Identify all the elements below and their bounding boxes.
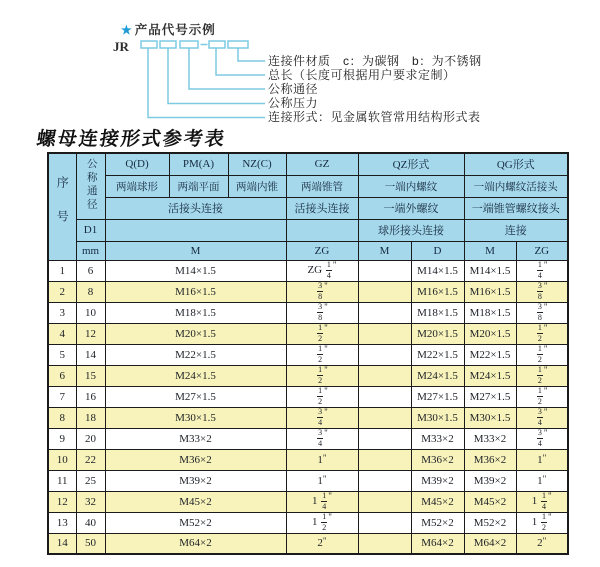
header-qg-connection: 连接 <box>464 219 568 241</box>
table-cell-no: 14 <box>48 533 76 554</box>
table-cell-mm: 25 <box>76 470 105 491</box>
pointer-line-3 <box>189 49 265 90</box>
table-cell-qz_d: M20×1.5 <box>411 323 464 344</box>
header-qz-sub1: 一端内螺纹 <box>358 175 464 197</box>
table-cell-m: M14×1.5 <box>105 260 286 281</box>
table-cell-m: M16×1.5 <box>105 281 286 302</box>
table-cell-qz_m <box>358 512 411 533</box>
table-cell-mm: 14 <box>76 344 105 365</box>
table-cell-no: 10 <box>48 449 76 470</box>
table-cell-m: M27×1.5 <box>105 386 286 407</box>
fraction: $\frac{1}{2}$ <box>318 344 323 364</box>
table-row <box>48 365 568 386</box>
table-cell-qz_m <box>358 407 411 428</box>
table-cell-zg: 1 $\frac{1}{2}$ " <box>286 512 358 533</box>
table-cell-qg_zg: $\frac{1}{2}$ " <box>516 386 568 407</box>
table-cell-mm: 50 <box>76 533 105 554</box>
table-cell-mm: 22 <box>76 449 105 470</box>
table-cell-zg: 1" <box>286 449 358 470</box>
table-cell-qg_zg: 1 $\frac{1}{2}$ " <box>516 512 568 533</box>
table-cell-qg_m: M33×2 <box>464 428 516 449</box>
table-cell-qz_d: M45×2 <box>411 491 464 512</box>
table-cell-qz_m <box>358 428 411 449</box>
table-cell-qg_zg: $\frac{3}{8}$ " <box>516 302 568 323</box>
table-cell-m: M33×2 <box>105 428 286 449</box>
table-cell-qg_zg: $\frac{3}{4}$ " <box>516 407 568 428</box>
fraction: $\frac{1}{2}$ <box>542 512 547 532</box>
table-cell-qg_zg: $\frac{1}{2}$ " <box>516 344 568 365</box>
fraction: $\frac{1}{4}$ <box>322 491 327 511</box>
fraction: $\frac{1}{2}$ <box>537 344 542 364</box>
fraction: $\frac{3}{4}$ <box>318 407 323 427</box>
table-cell-no: 2 <box>48 281 76 302</box>
table-cell-qz_m <box>358 386 411 407</box>
table-cell-m: M22×1.5 <box>105 344 286 365</box>
table-body <box>48 260 568 554</box>
diagram-heading <box>121 20 216 38</box>
diagram-label-material: 连接件材质 c：为碳钢 b：为不锈钢 <box>268 54 482 68</box>
table-row <box>48 386 568 407</box>
table-cell-qz_m <box>358 470 411 491</box>
table-cell-qg_m: M22×1.5 <box>464 344 516 365</box>
table-cell-qz_d: M22×1.5 <box>411 344 464 365</box>
table-cell-no: 5 <box>48 344 76 365</box>
fraction: $\frac{3}{8}$ <box>318 281 323 301</box>
table-cell-qg_zg: 1" <box>516 470 568 491</box>
code-prefix: JR <box>113 39 129 54</box>
table-cell-qz_m <box>358 449 411 470</box>
table-cell-zg: $\frac{1}{2}$ " <box>286 386 358 407</box>
fraction: $\frac{1}{4}$ <box>537 260 542 280</box>
fraction: $\frac{3}{4}$ <box>537 428 542 448</box>
table-cell-qz_m <box>358 491 411 512</box>
header-qg-zg: ZG <box>516 241 568 260</box>
nut-connection-table <box>47 152 569 555</box>
fraction: $\frac{1}{4}$ <box>542 491 547 511</box>
header-nominal-diameter: 公称通径 <box>76 153 105 219</box>
table-cell-qz_d: M33×2 <box>411 428 464 449</box>
table-cell-qz_d: M64×2 <box>411 533 464 554</box>
table-cell-qg_m: M14×1.5 <box>464 260 516 281</box>
header-pm-sub: 两端平面 <box>169 175 228 197</box>
fraction: $\frac{3}{4}$ <box>318 428 323 448</box>
diagram-label-pressure: 公称压力 <box>268 96 319 110</box>
table-cell-qz_d: M39×2 <box>411 470 464 491</box>
table-row <box>48 323 568 344</box>
table-row <box>48 470 568 491</box>
table-cell-qz_d: M24×1.5 <box>411 365 464 386</box>
table-cell-m: M36×2 <box>105 449 286 470</box>
table-cell-zg: ZG $\frac{1}{4}$ " <box>286 260 358 281</box>
table-cell-qg_zg: $\frac{3}{4}$ " <box>516 428 568 449</box>
table-cell-qz_m <box>358 302 411 323</box>
table-cell-zg: $\frac{3}{4}$ " <box>286 407 358 428</box>
header-qz-d: D <box>411 241 464 260</box>
header-qz-m: M <box>358 241 411 260</box>
table-cell-qg_m: M16×1.5 <box>464 281 516 302</box>
fraction: $\frac{3}{8}$ <box>537 302 542 322</box>
star-icon: ★ <box>121 23 133 37</box>
fraction: $\frac{1}{2}$ <box>537 323 542 343</box>
header-q-sub: 两端球形 <box>105 175 169 197</box>
table-cell-m: M64×2 <box>105 533 286 554</box>
code-box-1 <box>141 41 157 48</box>
table-cell-qg_zg: $\frac{1}{4}$ " <box>516 260 568 281</box>
table-cell-qz_d: M36×2 <box>411 449 464 470</box>
header-gz-connection: 活接头连接 <box>286 197 358 219</box>
diagram-heading-text: 产品代号示例 <box>134 23 216 37</box>
table-cell-mm: 6 <box>76 260 105 281</box>
table-cell-qg_zg: 2" <box>516 533 568 554</box>
table-cell-zg: 1 $\frac{1}{4}$ " <box>286 491 358 512</box>
table-cell-qg_zg: $\frac{3}{8}$ " <box>516 281 568 302</box>
table-cell-mm: 40 <box>76 512 105 533</box>
table-cell-no: 11 <box>48 470 76 491</box>
header-qz-sub2: 一端外螺纹 <box>358 197 464 219</box>
table-cell-qg_m: M18×1.5 <box>464 302 516 323</box>
pointer-lines <box>148 49 265 118</box>
table-cell-qz_d: M14×1.5 <box>411 260 464 281</box>
table-cell-qz_d: M52×2 <box>411 512 464 533</box>
table-cell-qg_m: M45×2 <box>464 491 516 512</box>
table-cell-qg_m: M36×2 <box>464 449 516 470</box>
fraction: $\frac{1}{4}$ <box>326 260 331 280</box>
table-row <box>48 491 568 512</box>
table-cell-m: M20×1.5 <box>105 323 286 344</box>
table-cell-qz_m <box>358 281 411 302</box>
table-cell-no: 9 <box>48 428 76 449</box>
table-row <box>48 344 568 365</box>
table-cell-zg: 1" <box>286 470 358 491</box>
table-cell-m: M18×1.5 <box>105 302 286 323</box>
header-blank-gz <box>286 219 358 241</box>
table-cell-qz_m <box>358 365 411 386</box>
header-seq: 序号 <box>48 153 76 260</box>
table-cell-no: 3 <box>48 302 76 323</box>
header-qg: QG形式 <box>464 153 568 175</box>
diagram-label-length: 总长（长度可根据用户要求定制） <box>268 68 456 82</box>
table-cell-no: 12 <box>48 491 76 512</box>
code-box-2 <box>160 41 176 48</box>
code-box-3 <box>180 41 198 48</box>
table-row <box>48 281 568 302</box>
diagram-label-diameter: 公称通径 <box>268 82 319 96</box>
header-pm: PM(A) <box>169 153 228 175</box>
table-cell-m: M52×2 <box>105 512 286 533</box>
table-cell-mm: 8 <box>76 281 105 302</box>
table-cell-qg_m: M64×2 <box>464 533 516 554</box>
table-cell-mm: 16 <box>76 386 105 407</box>
table-cell-qz_d: M27×1.5 <box>411 386 464 407</box>
table-cell-m: M39×2 <box>105 470 286 491</box>
table-row <box>48 512 568 533</box>
table-cell-qg_m: M20×1.5 <box>464 323 516 344</box>
table-row <box>48 449 568 470</box>
table-cell-qz_m <box>358 533 411 554</box>
table-row <box>48 428 568 449</box>
table-cell-zg: $\frac{3}{4}$ " <box>286 428 358 449</box>
table-header <box>48 153 568 260</box>
fraction: $\frac{1}{2}$ <box>537 386 542 406</box>
fraction: $\frac{1}{2}$ <box>318 386 323 406</box>
header-qz: QZ形式 <box>358 153 464 175</box>
table-cell-no: 7 <box>48 386 76 407</box>
table-cell-no: 4 <box>48 323 76 344</box>
header-qg-m: M <box>464 241 516 260</box>
table-cell-qz_d: M16×1.5 <box>411 281 464 302</box>
table-cell-qz_d: M18×1.5 <box>411 302 464 323</box>
table-cell-qg_zg: 1 $\frac{1}{4}$ " <box>516 491 568 512</box>
table-row <box>48 533 568 554</box>
header-qg-sub1: 一端内螺纹活接头 <box>464 175 568 197</box>
table-cell-zg: 2" <box>286 533 358 554</box>
table-cell-mm: 12 <box>76 323 105 344</box>
table-cell-qz_d: M30×1.5 <box>411 407 464 428</box>
fraction: $\frac{1}{2}$ <box>322 512 327 532</box>
code-box-4 <box>209 41 225 48</box>
table-cell-no: 13 <box>48 512 76 533</box>
diagram-label-connection: 连接形式：见金属软管常用结构形式表 <box>268 110 481 124</box>
code-boxes <box>141 41 248 48</box>
table-cell-qg_zg: $\frac{1}{2}$ " <box>516 323 568 344</box>
table-cell-qg_m: M39×2 <box>464 470 516 491</box>
table-cell-qg_m: M24×1.5 <box>464 365 516 386</box>
table-cell-no: 8 <box>48 407 76 428</box>
table-cell-mm: 32 <box>76 491 105 512</box>
fraction: $\frac{3}{4}$ <box>537 407 542 427</box>
table-cell-zg: $\frac{3}{8}$ " <box>286 302 358 323</box>
table-row <box>48 302 568 323</box>
table-cell-mm: 15 <box>76 365 105 386</box>
table-cell-zg: $\frac{1}{2}$ " <box>286 323 358 344</box>
table-cell-qg_m: M27×1.5 <box>464 386 516 407</box>
table-cell-m: M24×1.5 <box>105 365 286 386</box>
header-d1: D1 <box>76 219 105 241</box>
pointer-line-5 <box>148 49 265 118</box>
code-box-5 <box>228 41 248 48</box>
header-zg: ZG <box>286 241 358 260</box>
table-cell-zg: $\frac{1}{2}$ " <box>286 365 358 386</box>
header-gz-sub: 两端锥管 <box>286 175 358 197</box>
header-mm: mm <box>76 241 105 260</box>
table-cell-qz_m <box>358 344 411 365</box>
pointer-line-1 <box>238 49 265 62</box>
table-cell-m: M45×2 <box>105 491 286 512</box>
header-q: Q(D) <box>105 153 169 175</box>
fraction: $\frac{3}{8}$ <box>537 281 542 301</box>
header-union-connection: 活接头连接 <box>105 197 286 219</box>
fraction: $\frac{1}{2}$ <box>537 365 542 385</box>
table-cell-mm: 10 <box>76 302 105 323</box>
header-gz: GZ <box>286 153 358 175</box>
header-nz-sub: 两端内锥 <box>228 175 286 197</box>
table-row <box>48 260 568 281</box>
header-nz: NZ(C) <box>228 153 286 175</box>
table-cell-no: 6 <box>48 365 76 386</box>
table-cell-no: 1 <box>48 260 76 281</box>
table-cell-mm: 20 <box>76 428 105 449</box>
table-cell-qz_m <box>358 260 411 281</box>
header-qg-sub2: 一端锥管螺纹接头 <box>464 197 568 219</box>
table-cell-m: M30×1.5 <box>105 407 286 428</box>
fraction: $\frac{3}{8}$ <box>318 302 323 322</box>
table-cell-mm: 18 <box>76 407 105 428</box>
table-title: 螺母连接形式参考表 <box>35 128 228 150</box>
table-cell-qz_m <box>358 323 411 344</box>
header-m: M <box>105 241 286 260</box>
table-cell-zg: $\frac{1}{2}$ " <box>286 344 358 365</box>
header-qz-connection: 球形接头连接 <box>358 219 464 241</box>
table-cell-qg_m: M52×2 <box>464 512 516 533</box>
header-blank-left <box>105 219 286 241</box>
table-cell-qg_zg: 1" <box>516 449 568 470</box>
table-cell-qg_m: M30×1.5 <box>464 407 516 428</box>
fraction: $\frac{1}{2}$ <box>318 323 323 343</box>
table-cell-zg: $\frac{3}{8}$ " <box>286 281 358 302</box>
table-cell-qg_zg: $\frac{1}{2}$ " <box>516 365 568 386</box>
table-row <box>48 407 568 428</box>
fraction: $\frac{1}{2}$ <box>318 365 323 385</box>
